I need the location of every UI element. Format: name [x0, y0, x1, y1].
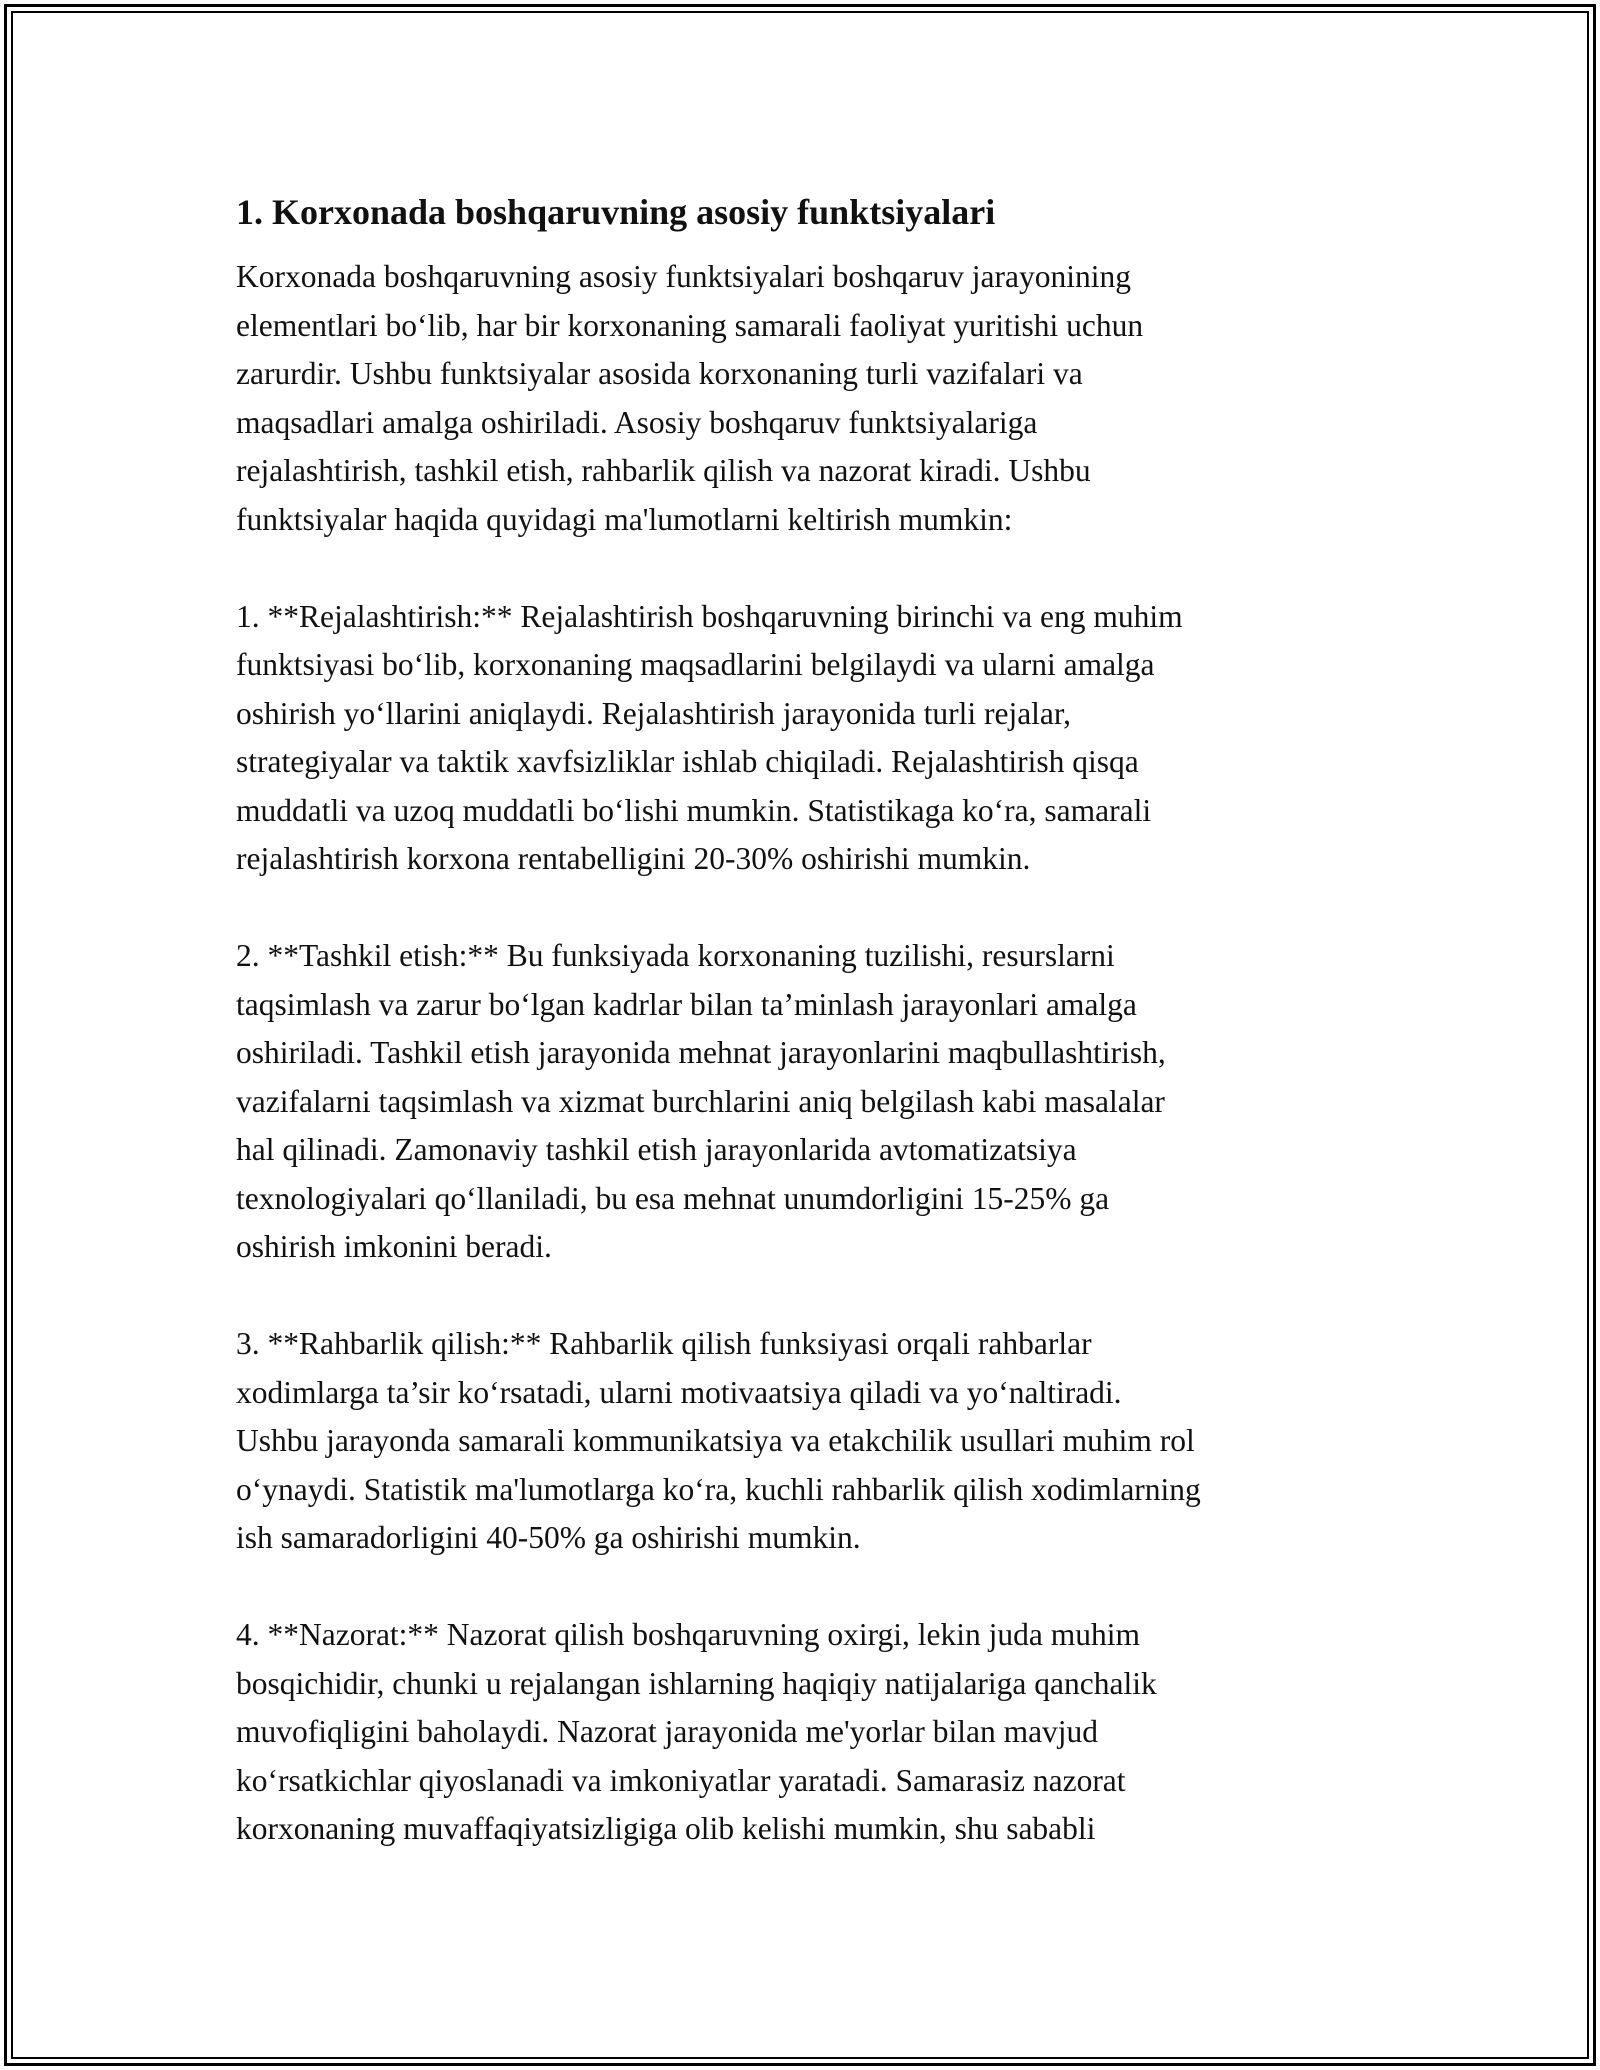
paragraph-organizing: 2. **Tashkil etish:** Bu funksiyada korxonaning tuzilishi, resurslarni taqsimlash va zarur bo‘lgan kadrlar bilan ta’minlash jarayonlari amalga oshiriladi. Tashkil etish jarayonida mehnat jarayonlarini maqbullashtirish, vazifalarni taqsimlash va xizmat burchlarini aniq belgilash kabi masalalar hal qilinadi. Zamonaviy tashkil etish jarayonlarida avtomatizatsiya texnologiyalari qo‘llaniladi, bu esa mehnat unumdorligini 15-25% ga oshirish imkonini beradi. — [236, 938, 1166, 1264]
paragraph-leading: 3. **Rahbarlik qilish:** Rahbarlik qilish funksiyasi orqali rahbarlar xodimlarga ta’sir ko‘rsatadi, ularni motivaatsiya qiladi va yo‘naltiradi. Ushbu jarayonda samarali kommunikatsiya va etakchilik usullari muhim rol o‘ynaydi. Statistik ma'lumotlarga ko‘ra, kuchli rahbarlik qilish xodimlarning ish samaradorligini 40-50% ga oshirishi mumkin. — [236, 1326, 1201, 1555]
paragraph-planning: 1. **Rejalashtirish:** Rejalashtirish boshqaruvning birinchi va eng muhim funktsiyasi bo‘lib, korxonaning maqsadlarini belgilaydi va ularni amalga oshirish yo‘llarini aniqlaydi. Rejalashtirish jarayonida turli rejalar, strategiyalar va taktik xavfsizliklar ishlab chiqiladi. Rejalashtirish qisqa muddatli va uzoq muddatli bo‘lishi mumkin. Statistikaga ko‘ra, samarali rejalashtirish korxona rentabelligini 20-30% oshirishi mumkin. — [236, 598, 1183, 876]
intro-paragraph: Korxonada boshqaruvning asosiy funktsiyalari boshqaruv jarayonining elementlari bo‘lib, har bir korxonaning samarali faoliyat yuritishi uchun zarurdir. Ushbu funktsiyalar asosida korxonaning turli vazifalari va maqsadlari amalga oshiriladi. Asosiy boshqaruv funktsiyalariga rejalashtirish, tashkil etish, rahbarlik qilish va nazorat kiradi. Ushbu funktsiyalar haqida quyidagi ma'lumotlarni keltirish mumkin: — [236, 259, 1144, 537]
paragraph-control: 4. **Nazorat:** Nazorat qilish boshqaruvning oxirgi, lekin juda muhim bosqichidir, chunki u rejalangan ishlarning haqiqiy natijalariga qanchalik muvofiqligini baholaydi. Nazorat jarayonida me'yorlar bilan mavjud ko‘rsatkichlar qiyoslanadi va imkoniyatlar yaratadi. Samarasiz nazorat korxonaning muvaffaqiyatsizligiga olib kelishi mumkin, shu sababli — [236, 1617, 1157, 1846]
document-body — [236, 186, 1371, 1854]
section-heading: 1. Korxonada boshqaruvning asosiy funktsiyalari — [236, 192, 996, 232]
